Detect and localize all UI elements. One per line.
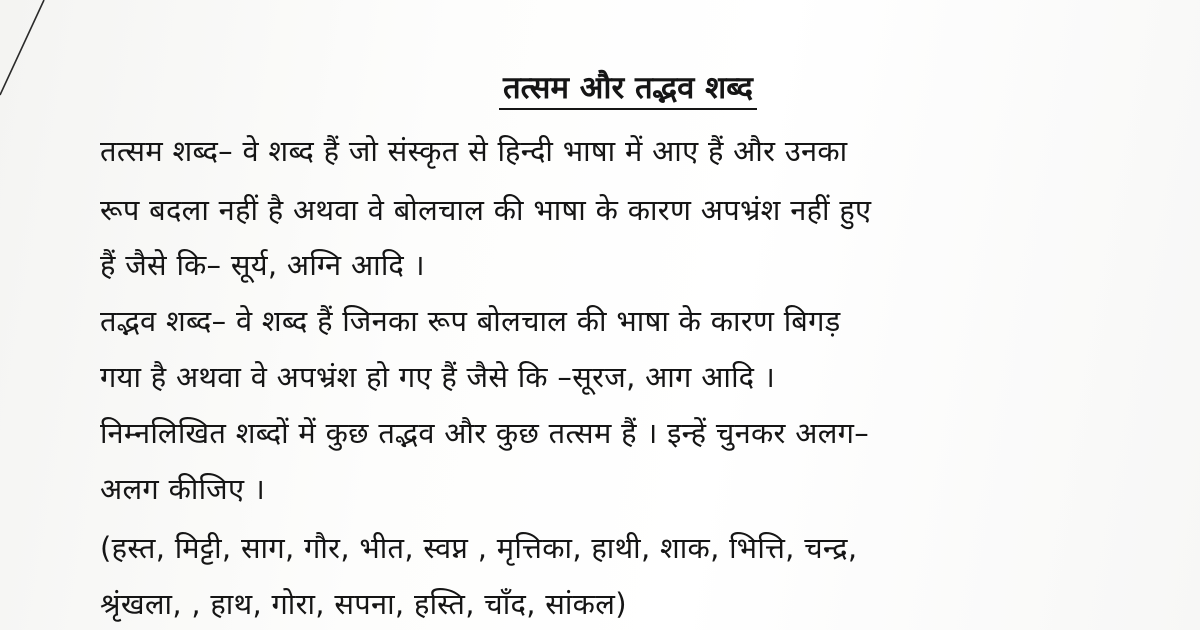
- text-line-6: निम्नलिखित शब्दों में कुछ तद्भव और कुछ तत्सम हैं । इन्हें चुनकर अलग–: [100, 416, 870, 450]
- text-line-3: हैं जैसे कि– सूर्य, अग्नि आदि ।: [100, 248, 425, 282]
- text-line-7: अलग कीजिए ।: [100, 472, 266, 506]
- page-title: [0, 66, 1200, 110]
- text-line-8: (हस्त, मिट्टी, साग, गौर, भीत, स्वप्न , मृत्तिका, हाथी, शाक, भित्ति, चन्द्र,: [100, 531, 858, 565]
- text-line-1: तत्सम शब्द– वे शब्द हैं जो संस्कृत से हिन्दी भाषा में आए हैं और उनका: [100, 134, 848, 168]
- text-line-5: गया है अथवा वे अपभ्रंश हो गए हैं जैसे कि –सूरज, आग आदि ।: [100, 360, 776, 394]
- text-line-4: तद्भव शब्द– वे शब्द हैं जिनका रूप बोलचाल की भाषा के कारण बिगड़: [100, 304, 841, 338]
- text-line-2: रूप बदला नहीं है अथवा वे बोलचाल की भाषा के कारण अपभ्रंश नहीं हुए: [100, 193, 872, 227]
- page-title-text: तत्सम और तद्भव शब्द: [499, 70, 757, 110]
- text-line-9: श्रृंखला, , हाथ, गोरा, सपना, हस्ति, चाँद, सांकल): [100, 587, 627, 621]
